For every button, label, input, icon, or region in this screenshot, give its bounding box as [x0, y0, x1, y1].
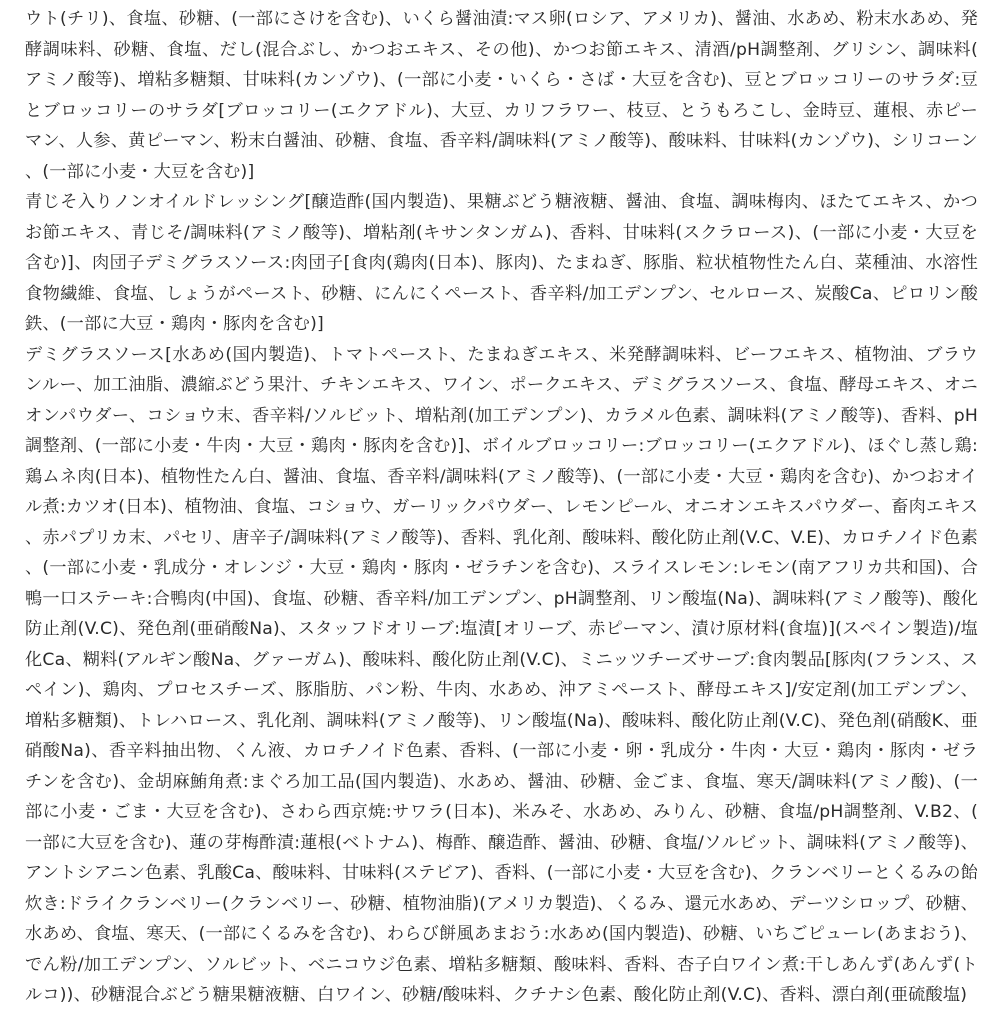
ingredients-paragraph-salmon-ikura-salad: ウト(チリ)、食塩、砂糖、(一部にさけを含む)、いくら醤油漬:マス卵(ロシア、アメリカ)、醤油、水あめ、粉末水あめ、発酵調味料、砂糖、食塩、だし(混合ぶし、かつおエキス、その他)、かつお節エキス、清酒/pH調整剤、グリシン、調味料(アミノ酸等)、増粘多糖類、甘味料(カンゾウ)、(一部に小麦・いくら・さば・大豆を含む)、豆とブロッコリーのサラダ:豆とブロッコリーのサラダ[ブロッコリー(エクアドル)、大豆、カリフラワー、枝豆、とうもろこし、金時豆、蓮根、赤ピーマン、人参、黄ピーマン、粉末白醤油、砂糖、食塩、香辛料/調味料(アミノ酸等)、酸味料、甘味料(カンゾウ)、シリコーン、(一部に小麦・大豆を含む)]: [25, 9, 978, 182]
ingredients-paragraph-demiglace-and-sides: デミグラスソース[水あめ(国内製造)、トマトペースト、たまねぎエキス、米発酵調味料、ビーフエキス、植物油、ブラウンルー、加工油脂、濃縮ぶどう果汁、チキンエキス、ワイン、ポークエキス、デミグラスソース、食塩、酵母エキス、オニオンパウダー、コショウ末、香辛料/ソルビット、増粘剤(加工デンプン)、カラメル色素、調味料(アミノ酸等)、香料、pH調整剤、(一部に小麦・牛肉・大豆・鶏肉・豚肉を含む)]、ボイルブロッコリー:ブロッコリー(エクアドル)、ほぐし蒸し鶏:鶏ムネ肉(日本)、植物性たん白、醤油、食塩、香辛料/調味料(アミノ酸等)、(一部に小麦・大豆・鶏肉を含む)、かつおオイル煮:カツオ(日本)、植物油、食塩、コショウ、ガーリックパウダー、レモンピール、オニオンエキスパウダー、畜肉エキス、赤パプリカ末、パセリ、唐辛子/調味料(アミノ酸等)、香料、乳化剤、酸味料、酸化防止剤(V.C、V.E)、カロチノイド色素、(一部に小麦・乳成分・オレンジ・大豆・鶏肉・豚肉・ゼラチンを含む)、スライスレモン:レモン(南アフリカ共和国)、合鴨一口ステーキ:合鴨肉(中国)、食塩、砂糖、香辛料/加工デンプン、pH調整剤、リン酸塩(Na)、調味料(アミノ酸等)、酸化防止剤(V.C)、発色剤(亜硝酸Na)、スタッフドオリーブ:塩漬[オリーブ、赤ピーマン、漬け原材料(食塩)](スペイン製造)/塩化Ca、糊料(アルギン酸Na、グァーガム)、酸味料、酸化防止剤(V.C)、ミニッツチーズサーブ:食肉製品[豚肉(フランス、スペイン)、鶏肉、プロセスチーズ、豚脂肪、パン粉、牛肉、水あめ、沖アミペースト、酵母エキス]/安定剤(加工デンプン、増粘多糖類)、トレハロース、乳化剤、調味料(アミノ酸等)、リン酸塩(Na)、酸味料、酸化防止剤(V.C)、発色剤(硝酸K、亜硝酸Na)、香辛料抽出物、くん液、カロチノイド色素、香料、(一部に小麦・卵・乳成分・牛肉・大豆・鶏肉・豚肉・ゼラチンを含む)、金胡麻鮪角煮:まぐろ加工品(国内製造)、水あめ、醤油、砂糖、金ごま、食塩、寒天/調味料(アミノ酸)、(一部に小麦・ごま・大豆を含む)、さわら西京焼:サワラ(日本)、米みそ、水あめ、みりん、砂糖、食塩/pH調整剤、V.B2、(一部に大豆を含む)、蓮の芽梅酢漬:蓮根(ベトナム)、梅酢、醸造酢、醤油、砂糖、食塩/ソルビット、調味料(アミノ酸等)、アントシアニン色素、乳酸Ca、酸味料、甘味料(ステビア)、香料、(一部に小麦・大豆を含む)、クランベリーとくるみの飴炊き:ドライクランベリー(クランベリー、砂糖、植物油脂)(アメリカ製造)、くるみ、還元水あめ、デーツシロップ、砂糖、水あめ、食塩、寒天、(一部にくるみを含む)、わらび餅風あまおう:水あめ(国内製造)、砂糖、いちごピューレ(あまおう)、でん粉/加工デンプン、ソルビット、ベニコウジ色素、増粘多糖類、酸味料、香料、杏子白ワイン煮:干しあんず(あんず(トルコ))、砂糖混合ぶどう糖果糖液糖、白ワイン、砂糖/酸味料、クチナシ色素、酸化防止剤(V.C)、香料、漂白剤(亜硫酸塩): [25, 344, 978, 1005]
ingredients-paragraph-dressing-meatball: 青じそ入りノンオイルドレッシング[醸造酢(国内製造)、果糖ぶどう糖液糖、醤油、食塩、調味梅肉、ほたてエキス、かつお節エキス、青じそ/調味料(アミノ酸等)、増粘剤(キサンタンガム)、香料、甘味料(スクラロース)、(一部に小麦・大豆を含む)]、肉団子デミグラスソース:肉団子[食肉(鶏肉(日本)、豚肉)、たまねぎ、豚脂、粒状植物性たん白、菜種油、水溶性食物繊維、食塩、しょうがペースト、砂糖、にんにくペースト、香辛料/加工デンプン、セルロース、炭酸Ca、ピロリン酸鉄、(一部に大豆・鶏肉・豚肉を含む)]: [25, 192, 978, 334]
